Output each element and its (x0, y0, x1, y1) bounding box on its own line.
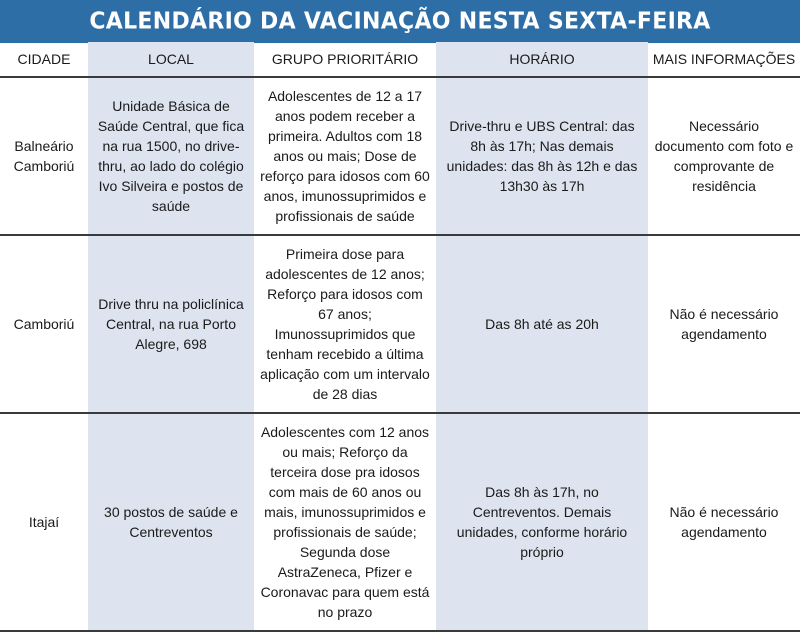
cell-info: Não é necessário agendamento (648, 413, 800, 631)
cell-cidade: Camboriú (0, 235, 88, 413)
header-local: LOCAL (88, 42, 254, 77)
cell-local: Unidade Básica de Saúde Central, que fica na rua 1500, no drive-thru, ao lado do colégio Ivo Silveira e postos de saúde (88, 77, 254, 235)
cell-grupo: Adolescentes com 12 anos ou mais; Reforço da terceira dose pra idosos com mais de 60 anos ou mais, imunossuprimidos e profissionais de saúde; Segunda dose AstraZeneca, Pfizer e Coronavac para quem está no prazo (254, 413, 436, 631)
page-title: CALENDÁRIO DA VACINAÇÃO NESTA SEXTA-FEIRA (0, 0, 800, 43)
cell-local: 30 postos de saúde e Centreventos (88, 413, 254, 631)
header-horario: HORÁRIO (436, 42, 648, 77)
header-cidade: CIDADE (0, 42, 88, 77)
cell-info: Necessário documento com foto e comprovante de residência (648, 77, 800, 235)
table-row (0, 77, 800, 235)
cell-grupo: Adolescentes de 12 a 17 anos podem receber a primeira. Adultos com 18 anos ou mais; Dose de reforço para idosos com 60 anos, imunossuprimidos e profissionais de saúde (254, 77, 436, 235)
table-row (0, 413, 800, 631)
header-info: MAIS INFORMAÇÕES (648, 42, 800, 77)
table-header-row (0, 42, 800, 77)
header-grupo: GRUPO PRIORITÁRIO (254, 42, 436, 77)
cell-cidade: Itajaí (0, 413, 88, 631)
table-row (0, 235, 800, 413)
cell-cidade: Balneário Camboriú (0, 77, 88, 235)
cell-horario: Das 8h até as 20h (436, 235, 648, 413)
cell-grupo: Primeira dose para adolescentes de 12 anos; Reforço para idosos com 67 anos; Imunossuprimidos que tenham recebido a última aplicação com um intervalo de 28 dias (254, 235, 436, 413)
cell-horario: Das 8h às 17h, no Centreventos. Demais unidades, conforme horário próprio (436, 413, 648, 631)
vaccination-schedule-table (0, 42, 800, 632)
cell-info: Não é necessário agendamento (648, 235, 800, 413)
cell-horario: Drive-thru e UBS Central: das 8h às 17h; Nas demais unidades: das 8h às 12h e das 13h30 às 17h (436, 77, 648, 235)
cell-local: Drive thru na policlínica Central, na rua Porto Alegre, 698 (88, 235, 254, 413)
